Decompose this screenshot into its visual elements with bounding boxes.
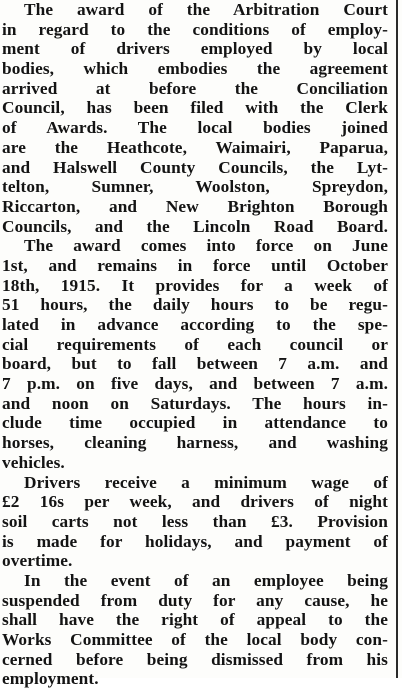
text-line: ment of drivers employed by local: [2, 39, 388, 59]
text-line: are the Heathcote, Waimairi, Paparua,: [2, 137, 388, 157]
text-line: £2 16s per week, and drivers of night: [2, 492, 388, 512]
text-line: 51 hours, the daily hours to be regu-: [2, 295, 388, 315]
text-line: of Awards. The local bodies joined: [2, 118, 388, 138]
text-line: and noon on Saturdays. The hours in-: [2, 393, 388, 413]
text-line: cerned before being dismissed from his: [2, 649, 388, 669]
text-line: and Halswell County Councils, the Lyt-: [2, 157, 388, 177]
text-line: employment.: [2, 669, 99, 689]
text-line: The award of the Arbitration Court: [24, 0, 388, 19]
text-line: cial requirements of each council or: [2, 334, 388, 354]
text-line: Drivers receive a minimum wage of: [24, 472, 388, 492]
paragraph-appeal: [2, 571, 388, 689]
text-line: board, but to fall between 7 a.m. and: [2, 354, 388, 374]
text-line: In the event of an employee being: [24, 570, 388, 590]
text-line: suspended from duty for any cause, he: [2, 590, 388, 610]
text-line: Council, has been filed with the Clerk: [2, 98, 388, 118]
text-line: is made for holidays, and payment of: [2, 531, 388, 551]
text-line: soil carts not less than £3. Provision: [2, 511, 388, 531]
paragraph-award-terms: [2, 236, 388, 472]
text-line: overtime.: [2, 551, 73, 571]
text-line: 1st, and remains in force until October: [2, 255, 388, 275]
text-line: 7 p.m. on five days, and between 7 a.m.: [2, 374, 388, 394]
text-line: bodies, which embodies the agreement: [2, 59, 388, 79]
paragraph-award-filed: [2, 0, 388, 236]
text-line: Councils, and the Lincoln Road Board.: [2, 216, 388, 236]
text-line: Works Committee of the local body con-: [2, 630, 388, 649]
text-line: lated in advance according to the spe-: [2, 315, 388, 334]
column-rule: [396, 0, 398, 678]
text-line: telton, Sumner, Woolston, Spreydon,: [2, 177, 388, 197]
text-line: clude time occupied in attendance to: [2, 413, 388, 433]
paragraph-wages: [2, 473, 388, 571]
text-line: arrived at before the Conciliation: [2, 78, 388, 98]
text-line: in regard to the conditions of employ-: [2, 19, 388, 39]
text-line: horses, cleaning harness, and washing: [2, 433, 388, 453]
text-line: The award comes into force on June: [24, 236, 388, 256]
text-line: shall have the right of appeal to the: [2, 610, 388, 630]
text-line: vehicles.: [2, 452, 65, 472]
text-line: Riccarton, and New Brighton Borough: [2, 196, 388, 216]
article-column: [2, 0, 388, 689]
text-line: 18th, 1915. It provides for a week of: [2, 275, 388, 295]
